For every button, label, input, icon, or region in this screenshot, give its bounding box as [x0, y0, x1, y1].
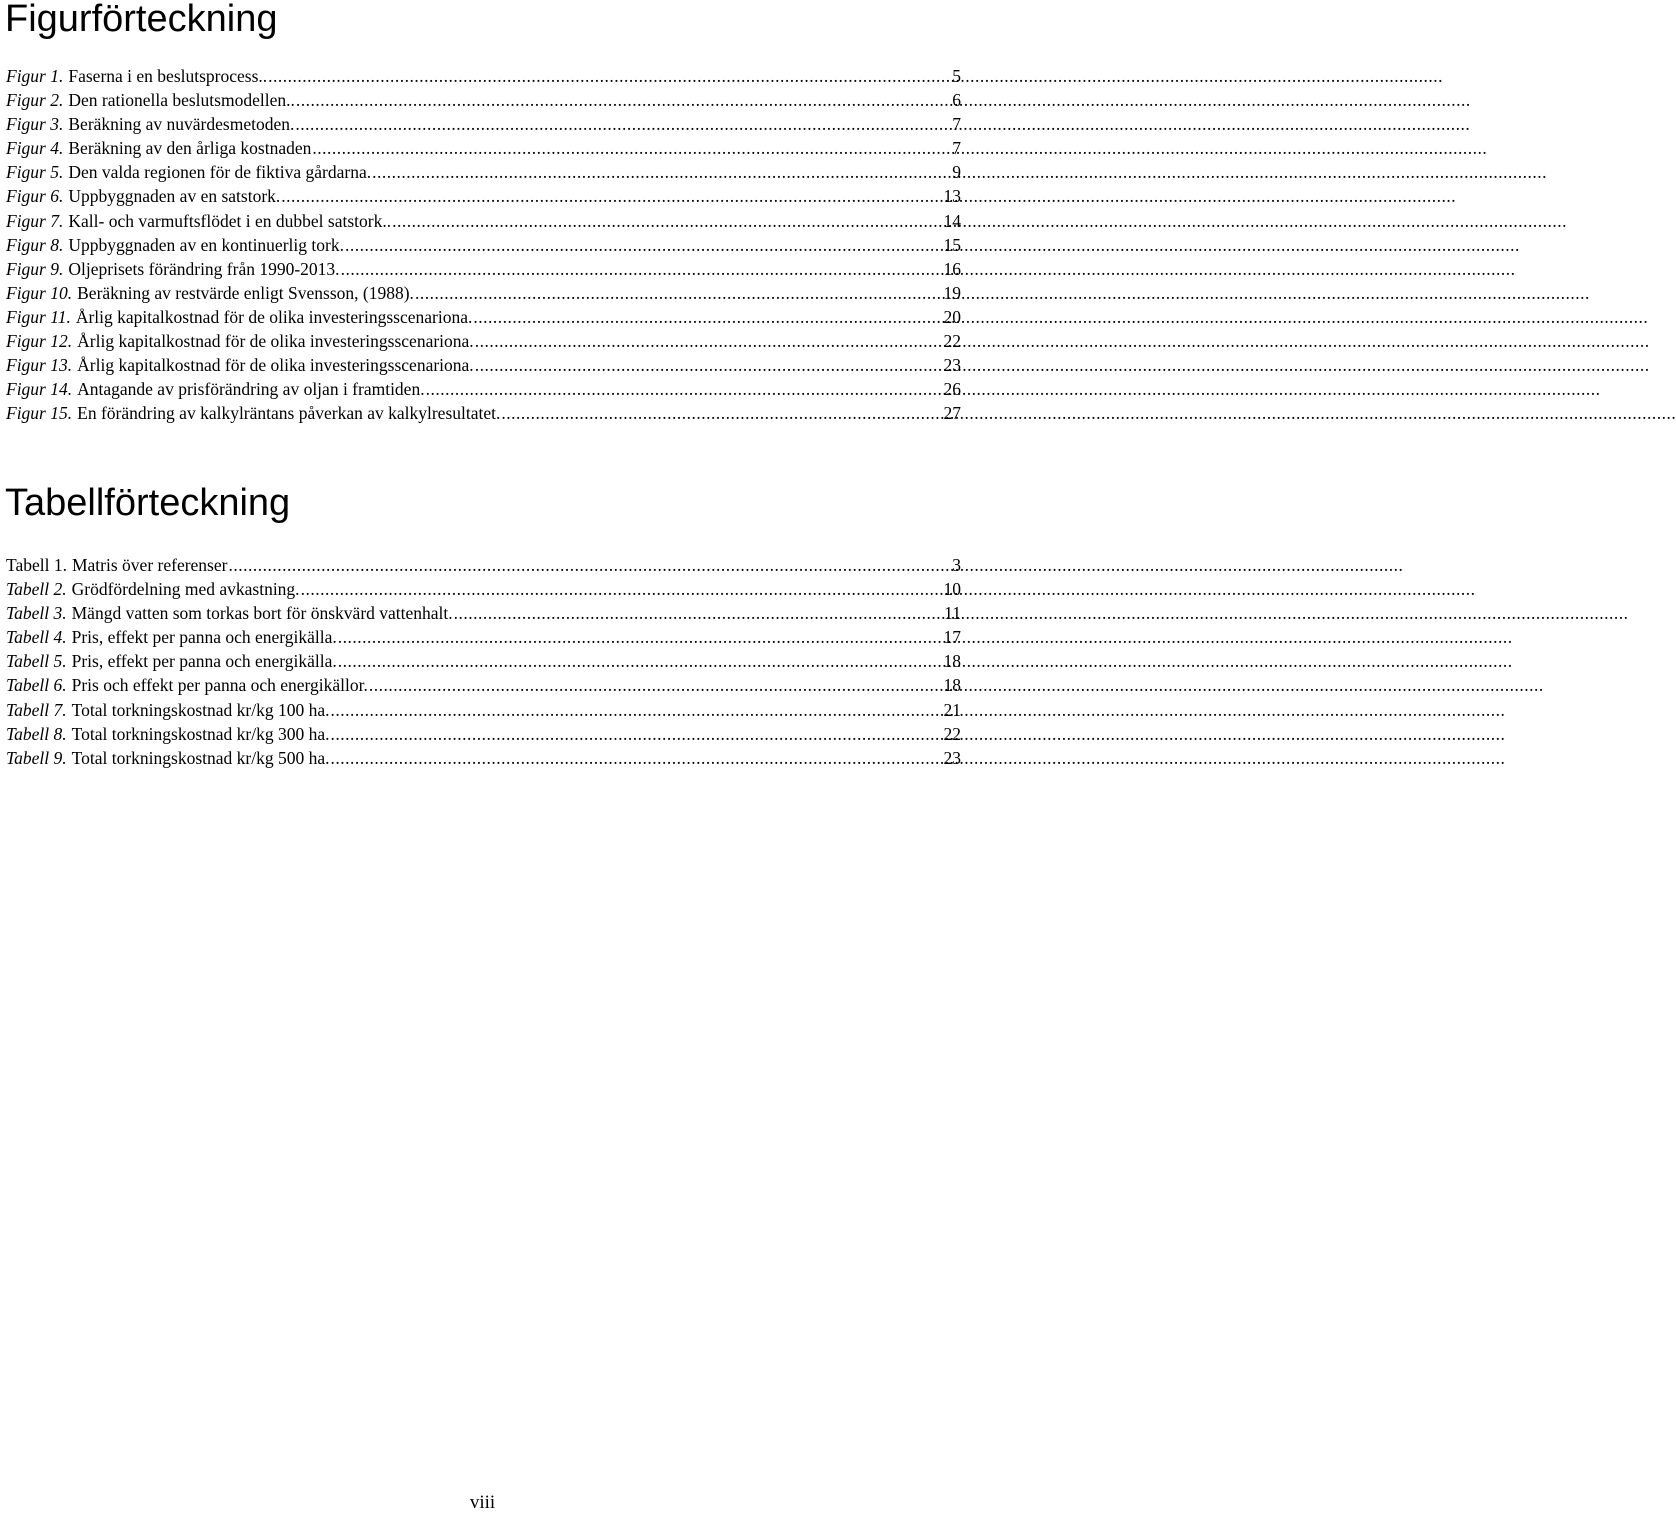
- entry-label: Figur 13.: [6, 355, 73, 376]
- entry-label: Tabell 1.: [6, 555, 67, 575]
- toc-entry-figure-9[interactable]: [6, 257, 961, 281]
- toc-entry-table-8[interactable]: [6, 722, 961, 746]
- toc-entry-table-3[interactable]: [6, 601, 961, 625]
- toc-entry-table-5[interactable]: [6, 649, 961, 673]
- entry-title: Matris över referenser: [71, 555, 228, 575]
- entry-label: Figur 5.: [6, 162, 64, 183]
- figure-list: [6, 64, 961, 425]
- entry-title: Årlig kapitalkostnad för de olika investeringsscenariona.: [75, 306, 473, 327]
- entry-title: Årlig kapitalkostnad för de olika investeringsscenariona.: [77, 331, 474, 352]
- toc-entry-table-1[interactable]: [6, 553, 961, 577]
- dot-leader: [330, 746, 940, 770]
- toc-entry-figure-5[interactable]: [6, 160, 961, 184]
- entry-label: Figur 6.: [6, 186, 64, 207]
- entry-label: Figur 1.: [6, 66, 64, 86]
- dot-leader: [268, 64, 949, 88]
- entry-title: Kall- och varmuftsflödet i en dubbel satstork..: [68, 210, 392, 231]
- entry-page-number: 13: [943, 186, 961, 207]
- entry-page-number: 23: [943, 355, 961, 376]
- entry-page-number: 3: [952, 555, 961, 575]
- entry-title: Beräkning av den årliga kostnaden: [68, 138, 312, 159]
- entry-page-number: 23: [943, 747, 961, 768]
- entry-page-number: 26: [943, 379, 961, 400]
- entry-label: Figur 3.: [6, 114, 64, 135]
- entry-label: Tabell 5.: [6, 651, 67, 672]
- entry-label: Figur 4.: [6, 138, 64, 159]
- figure-list-heading: Figurförteckning: [5, 0, 278, 40]
- toc-entry-figure-15[interactable]: [6, 401, 961, 425]
- entry-label: Figur 7.: [6, 210, 64, 231]
- toc-entry-figure-4[interactable]: [6, 136, 961, 160]
- entry-page-number: 21: [943, 699, 961, 720]
- toc-entry-table-9[interactable]: [6, 746, 961, 770]
- entry-page-number: 10: [943, 579, 961, 600]
- entry-label: Figur 14.: [6, 379, 73, 400]
- toc-entry-figure-10[interactable]: [6, 281, 961, 305]
- entry-title: Total torkningskostnad kr/kg 100 ha.: [71, 699, 330, 720]
- dot-leader: [415, 281, 941, 305]
- entry-title: Beräkning av restvärde enligt Svensson, (1988).: [77, 282, 414, 303]
- toc-entry-figure-13[interactable]: [6, 353, 961, 377]
- toc-entry-table-4[interactable]: [6, 625, 961, 649]
- toc-entry-table-2[interactable]: [6, 577, 961, 601]
- entry-page-number: 9: [952, 162, 961, 183]
- dot-leader: [228, 553, 949, 577]
- dot-leader: [301, 577, 941, 601]
- entry-title: En förändring av kalkylräntans påverkan av kalkylresultatet.: [77, 403, 501, 424]
- entry-page-number: 19: [943, 282, 961, 303]
- entry-title: Grödfördelning med avkastning.: [71, 579, 300, 600]
- entry-page-number: 6: [952, 90, 961, 111]
- entry-page-number: 5: [952, 66, 961, 86]
- entry-title: Pris och effekt per panna och energikällor.: [71, 675, 368, 696]
- dot-leader: [475, 353, 941, 377]
- dot-leader: [312, 136, 949, 160]
- toc-entry-figure-12[interactable]: [6, 329, 961, 353]
- entry-label: Tabell 4.: [6, 627, 67, 648]
- entry-page-number: 15: [943, 234, 961, 255]
- entry-page-number: 14: [943, 210, 961, 231]
- entry-page-number: 7: [952, 114, 961, 135]
- dot-leader: [501, 401, 940, 425]
- table-list-heading: Tabellförteckning: [5, 482, 291, 524]
- entry-page-number: 22: [943, 331, 961, 352]
- entry-title: Uppbyggnaden av en kontinuerlig tork.: [68, 234, 344, 255]
- entry-title: Oljeprisets förändring från 1990-2013.: [68, 258, 340, 279]
- dot-leader: [454, 601, 941, 625]
- dot-leader: [295, 112, 949, 136]
- toc-entry-figure-3[interactable]: [6, 112, 961, 136]
- entry-label: Figur 15.: [6, 403, 73, 424]
- entry-title: Total torkningskostnad kr/kg 300 ha.: [71, 723, 330, 744]
- dot-leader: [345, 233, 941, 257]
- dot-leader: [475, 329, 941, 353]
- entry-page-number: 7: [952, 138, 961, 159]
- entry-label: Figur 2.: [6, 90, 64, 111]
- entry-label: Tabell 3.: [6, 603, 67, 624]
- entry-title: Antagande av prisförändring av oljan i framtiden.: [77, 379, 425, 400]
- entry-title: Total torkningskostnad kr/kg 500 ha.: [71, 747, 330, 768]
- dot-leader: [473, 305, 940, 329]
- dot-leader: [338, 625, 941, 649]
- entry-label: Figur 10.: [6, 282, 73, 303]
- toc-entry-figure-1[interactable]: [6, 64, 961, 88]
- entry-page-number: 22: [943, 723, 961, 744]
- entry-page-number: 16: [943, 258, 961, 279]
- dot-leader: [369, 673, 941, 697]
- entry-label: Tabell 7.: [6, 699, 67, 720]
- toc-entry-figure-6[interactable]: [6, 184, 961, 208]
- entry-page-number: 11: [944, 603, 961, 624]
- entry-title: Pris, effekt per panna och energikälla.: [71, 651, 337, 672]
- dot-leader: [296, 88, 949, 112]
- toc-entry-table-7[interactable]: [6, 698, 961, 722]
- entry-title: Pris, effekt per panna och energikälla.: [71, 627, 337, 648]
- entry-label: Tabell 8.: [6, 723, 67, 744]
- entry-title: Årlig kapitalkostnad för de olika investeringsscenariona.: [77, 355, 474, 376]
- toc-entry-figure-14[interactable]: [6, 377, 961, 401]
- entry-label: Tabell 2.: [6, 579, 67, 600]
- entry-title: Faserna i en beslutsprocess..: [68, 66, 268, 86]
- dot-leader: [330, 722, 940, 746]
- entry-title: Den valda regionen för de fiktiva gårdarna.: [68, 162, 372, 183]
- page-number: viii: [469, 1492, 496, 1513]
- entry-label: Figur 9.: [6, 258, 64, 279]
- dot-leader: [372, 160, 949, 184]
- entry-label: Figur 11.: [6, 306, 71, 327]
- toc-entry-table-6[interactable]: [6, 673, 961, 697]
- entry-label: Figur 12.: [6, 331, 73, 352]
- entry-label: Tabell 9.: [6, 747, 67, 768]
- dot-leader: [330, 698, 940, 722]
- dot-leader: [281, 184, 940, 208]
- entry-page-number: 20: [943, 306, 961, 327]
- entry-title: Mängd vatten som torkas bort för önskvärd vattenhalt.: [71, 603, 453, 624]
- entry-label: Tabell 6.: [6, 675, 67, 696]
- toc-entry-figure-11[interactable]: [6, 305, 961, 329]
- entry-page-number: 17: [943, 627, 961, 648]
- dot-leader: [341, 257, 941, 281]
- entry-page-number: 18: [943, 651, 961, 672]
- entry-title: Beräkning av nuvärdesmetoden.: [68, 114, 295, 135]
- entry-title: Den rationella beslutsmodellen..: [68, 90, 295, 111]
- entry-page-number: 18: [943, 675, 961, 696]
- toc-entry-figure-8[interactable]: [6, 233, 961, 257]
- dot-leader: [338, 649, 941, 673]
- entry-title: Uppbyggnaden av en satstork.: [68, 186, 281, 207]
- dot-leader: [426, 377, 941, 401]
- toc-entry-figure-7[interactable]: [6, 209, 961, 233]
- table-list: [6, 553, 961, 770]
- entry-page-number: 27: [943, 403, 961, 424]
- dot-leader: [392, 209, 940, 233]
- toc-entry-figure-2[interactable]: [6, 88, 961, 112]
- entry-label: Figur 8.: [6, 234, 64, 255]
